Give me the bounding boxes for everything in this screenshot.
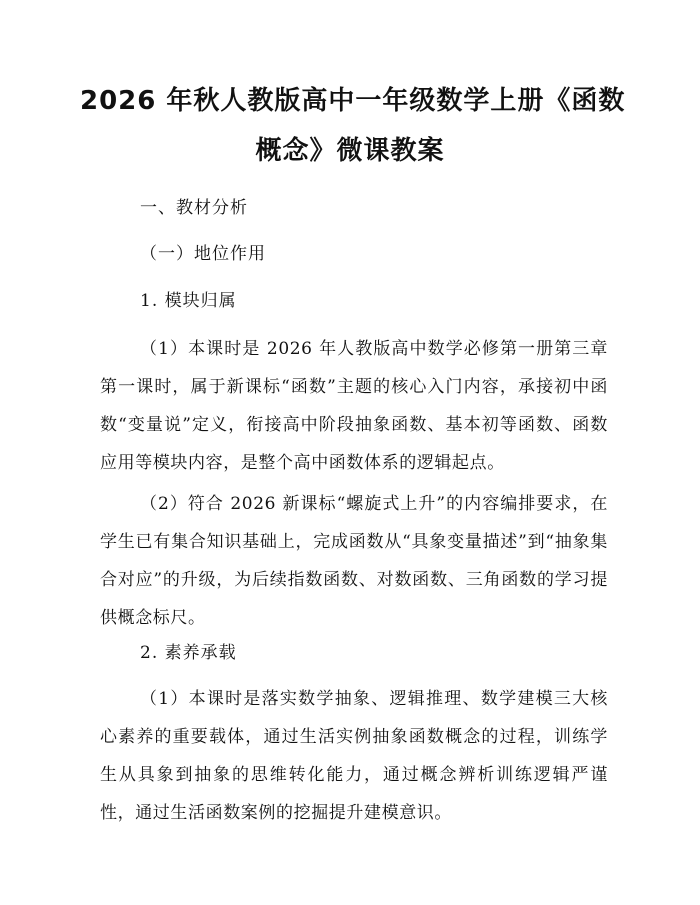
paragraph-3: （1）本课时是落实数学抽象、逻辑推理、数学建模三大核心素养的重要载体，通过生活实例抽象函数概念的过程，训练学生从具象到抽象的思维转化能力，通过概念辨析训练逻辑严谨性，通过生活函数案例的挖掘提升建模意识。 [100,689,608,823]
section-heading: 一、教材分析 [140,198,248,218]
item-heading-1: 1. 模块归属 [140,291,237,311]
paragraph-1: （1）本课时是 2026 年人教版高中数学必修第一册第三章第一课时，属于新课标“函数”主题的核心入门内容，承接初中函数“变量说”定义，衔接高中阶段抽象函数、基本初等函数、函数应用等模块内容，是整个高中函数体系的逻辑起点。 [100,339,608,473]
document-title-line-2: 概念》微课教案 [255,136,445,166]
document-title-line-1: 2026 年秋人教版高中一年级数学上册《函数 [80,86,626,116]
paragraph-2: （2）符合 2026 新课标“螺旋式上升”的内容编排要求，在学生已有集合知识基础上，完成函数从“具象变量描述”到“抽象集合对应”的升级，为后续指数函数、对数函数、三角函数的学习提供概念标尺。 [100,494,608,628]
item-heading-2: 2. 素养承载 [140,643,237,663]
subsection-heading: （一）地位作用 [140,244,266,264]
